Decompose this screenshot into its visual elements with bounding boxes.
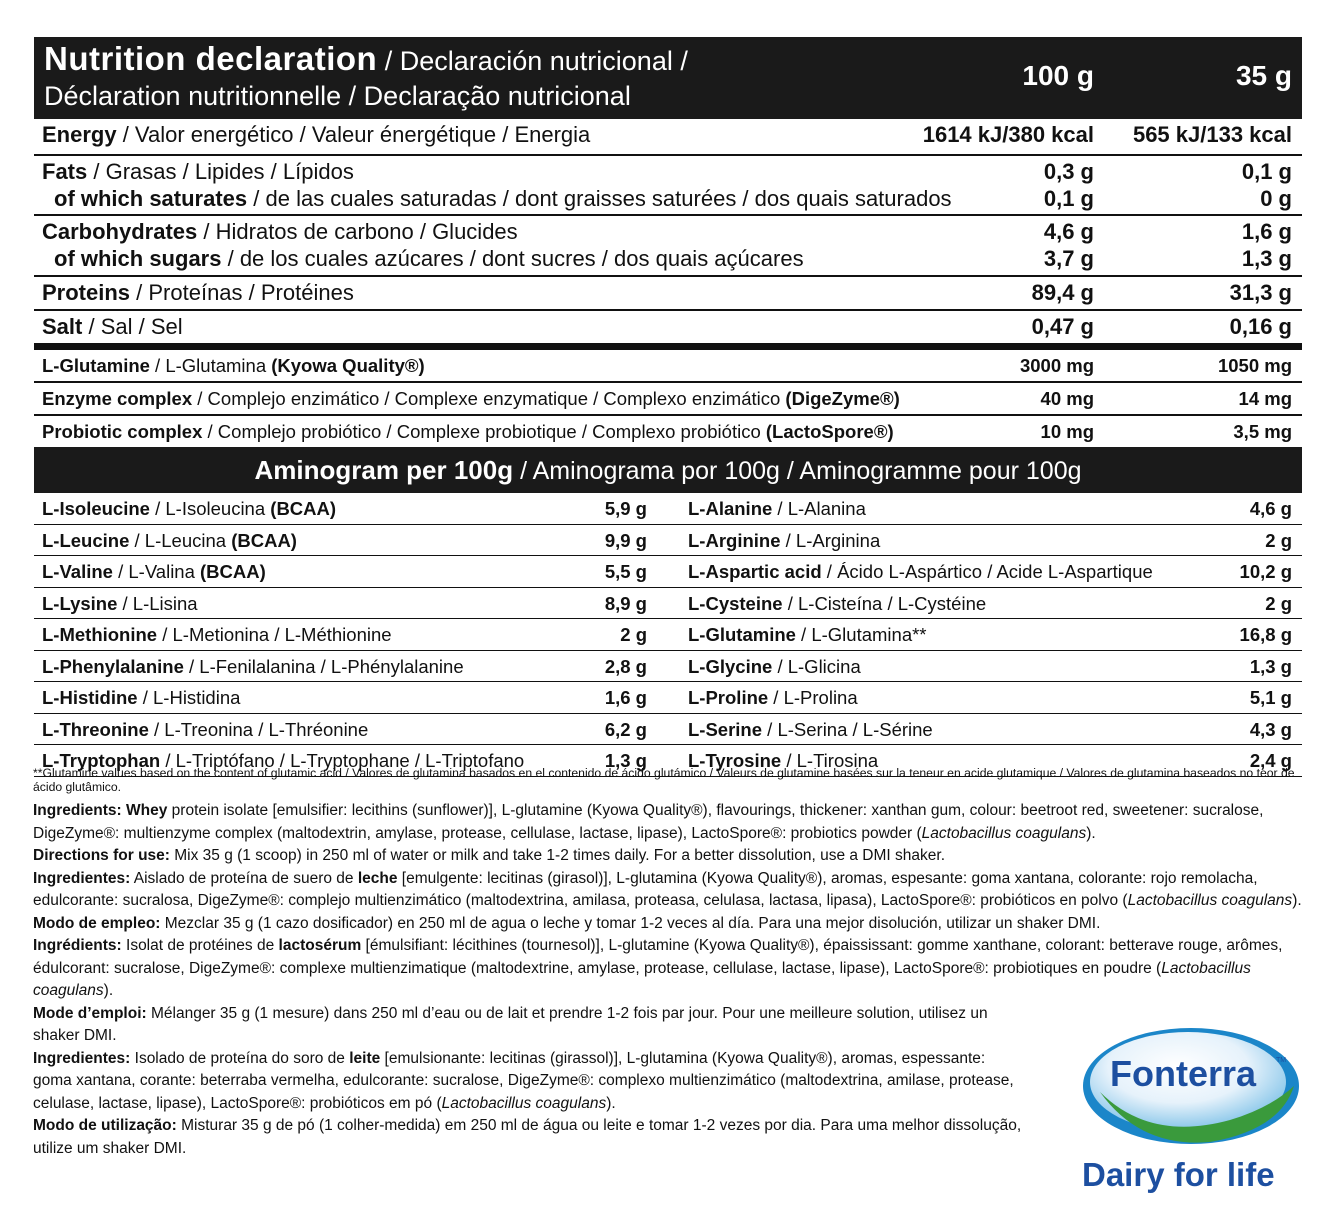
amino-value-left: 8,9 g (604, 592, 647, 614)
trademark-text: TM (1276, 1057, 1287, 1064)
aminogram-row (34, 714, 1302, 746)
amino-label-right: L-Glutamine / L-Glutamina** (688, 624, 927, 645)
aminogram-table (34, 493, 1302, 777)
fonterra-logo (1080, 1022, 1302, 1200)
aminogram-row (34, 651, 1302, 683)
amino-label-right: L-Tyrosine / L-Tirosina (688, 750, 879, 771)
glutamine-footnote: **Glutamine values based on the content of glutamic acid / Valores de glutamina basados en el contenido de ácido glutámico / Valeurs de glutamine basées sur la teneur en acide glutamique / Valores de glutamina baseados no teor de ácido glutâmico. (33, 766, 1295, 794)
amino-value-left: 2,8 g (604, 655, 647, 677)
amino-label-left: L-Tryptophan / L-Triptófano / L-Tryptophane / L-Triptofano (42, 750, 525, 771)
amino-label-left: L-Methionine / L-Metionina / L-Méthionine (42, 624, 392, 645)
amino-label-left: L-Lysine / L-Lisina (42, 592, 198, 614)
amino-label-left: L-Leucine / L-Leucina (BCAA) (42, 529, 297, 551)
amino-label-left: L-Isoleucine / L-Isoleucina (BCAA) (42, 498, 337, 519)
header-title-line1: Nutrition declaration / Declaración nutricional / (44, 40, 688, 77)
aminogram-row (34, 525, 1302, 557)
nutrient-row-saturates: of which saturates / de las cuales saturadas / dont graisses saturées / dos quais saturados (54, 186, 952, 211)
amino-label-left: L-Threonine / L-Treonina / L-Thréonine (42, 718, 369, 740)
directions-pt: Modo de utilização: Misturar 35 g de pó (1 colher-medida) em 250 ml de água ou leite e tomar 1-2 vezes por dia. Para uma melhor dissolução, utilize um shaker DMI. (33, 1117, 1022, 1157)
amino-label-left: L-Phenylalanine / L-Fenilalanina / L-Phénylalanine (42, 655, 464, 677)
amino-label-right: L-Cysteine / L-Cisteína / L-Cystéine (688, 592, 987, 614)
amino-label-right: L-Aspartic acid / Ácido L-Aspártico / Acide L-Aspartique (688, 561, 1153, 582)
amino-label-left: L-Histidine / L-Histidina (42, 687, 241, 708)
amino-value-left: 6,2 g (604, 718, 647, 740)
ingredients-en: Ingredients: Whey protein isolate [emulsifier: lecithins (sunflower)], L-glutamine (Kyowa Quality®), flavourings, thickener: xanthan gum, colour: beetroot red, sweetener: sucralose, DigeZyme®: multienzyme complex (maltodextrin, amylase, protease, cellulase, lactase, lipase), LactoSpore®: probiotics powder (Lactobacillus coagulans). (33, 802, 1264, 842)
amino-value-right: 5,1 g (1249, 687, 1292, 708)
nutrient-row-salt: Salt / Sal / Sel 0,47 g 0,16 g (42, 314, 1292, 339)
aminogram-row (34, 588, 1302, 620)
amino-value-right: 2,4 g (1249, 750, 1292, 771)
amino-label-right: L-Serine / L-Serina / L-Sérine (688, 718, 933, 740)
amino-label-right: L-Arginine / L-Arginina (688, 529, 881, 551)
amino-label-right: L-Alanine / L-Alanina (688, 498, 866, 519)
nutrient-row-energy: Energy / Valor energético / Valeur énergétique / Energia 1614 kJ/380 kcal 565 kJ/133 kcal (42, 122, 1292, 147)
amino-value-right: 1,3 g (1249, 655, 1292, 677)
amino-label-right: L-Proline / L-Prolina (688, 687, 858, 708)
nutrient-row-fats: Fats / Grasas / Lipides / Lípidos 0,3 g 0,1 g of which saturates / de las cuales saturadas / dont graisses saturées / dos quais saturados 0,1 g 0 g (42, 159, 1292, 211)
amino-value-right: 4,6 g (1249, 498, 1292, 519)
amino-value-right: 2 g (1265, 592, 1292, 614)
special-row-glutamine: L-Glutamine / L-Glutamina (Kyowa Quality®) 3000 mg 1050 mg (42, 355, 1292, 376)
nutrition-table (34, 37, 1302, 777)
amino-value-left: 1,6 g (604, 687, 647, 708)
header-title-line2: Déclaration nutritionnelle / Declaração nutricional (44, 81, 631, 111)
amino-label-left: L-Valine / L-Valina (BCAA) (42, 561, 266, 582)
amino-value-left: 5,5 g (604, 561, 647, 582)
amino-value-right: 10,2 g (1239, 561, 1292, 582)
amino-value-left: 9,9 g (604, 529, 647, 551)
directions-es: Modo de empleo: Mezclar 35 g (1 cazo dosificador) en 250 ml de agua o leche y tomar 1-2 veces al día. Para una mejor disolución, utilizar un shaker DMI. (33, 914, 1101, 932)
aminogram-header: Aminogram per 100g / Aminograma por 100g / Aminogramme pour 100g (34, 447, 1302, 493)
directions-en: Directions for use: Mix 35 g (1 scoop) in 250 ml of water or milk and take 1-2 times daily. For a better dissolution, use a DMI shaker. (33, 847, 945, 864)
column-header-35g: 35 g (1235, 60, 1292, 91)
special-row-probiotic: Probiotic complex / Complejo probiótico / Complexe probiotique / Complexo probiótico (LactoSpore®) 10 mg 3,5 mg (42, 421, 1292, 442)
aminogram-row (34, 556, 1302, 588)
amino-value-left: 5,9 g (604, 498, 647, 519)
ingredients-es: Ingredientes: Aislado de proteína de suero de leche [emulgente: lecitinas (girasol)], L-glutamina (Kyowa Quality®), aromas, espesante: goma xantana, colorante: rojo remolacha, edulcorante: sucralosa, DigeZyme®: complejo multienzimático (maltodextrina, amilasa, proteasa, celulasa, lactasa, lipasa), LactoSpore®: probióticos en polvo (Lactobacillus coagulans). (33, 869, 1302, 909)
amino-value-right: 2 g (1265, 529, 1292, 551)
nutrient-row-proteins: Proteins / Proteínas / Protéines 89,4 g 31,3 g (42, 280, 1292, 305)
fonterra-logo-graphic (1080, 1022, 1302, 1200)
aminogram-row (34, 619, 1302, 651)
amino-value-right: 4,3 g (1249, 718, 1292, 740)
nutrient-row-carbohydrates: Carbohydrates / Hidratos de carbono / Glucides 4,6 g 1,6 g of which sugars / de los cuales azúcares / dont sucres / dos quais açúcares 3,7 g 1,3 g (42, 219, 1292, 271)
aminogram-row (34, 493, 1302, 525)
ingredients-pt: Ingredientes: Isolado de proteína do soro de leite [emulsionante: lecitinas (girassol)], L-glutamina (Kyowa Quality®), aromas, espessante: goma xantana, corante: beterraba vermelha, edulcorante: sucralose, DigeZyme®: complexo multienzimático (maltodextrina, amilase, protease, celulase, lactase, lipase), LactoSpore®: probióticos em pó (Lactobacillus coagulans). (33, 1049, 1014, 1112)
nutrition-header (34, 37, 1302, 119)
amino-value-left: 1,3 g (604, 750, 647, 771)
amino-value-left: 2 g (620, 624, 647, 645)
ingredients-fr: Ingrédients: Isolat de protéines de lactosérum [émulsifiant: lécithines (tournesol)], L-glutamine (Kyowa Quality®), épaississant: gomme xanthane, colorant: betterave rouge, arômes, édulcorant: sucralose, DigeZyme®: complexe multienzimatique (maltodextrine, amylase, protease, cellulase, lactase, lipase), LactoSpore®: probiotiques en poudre (Lactobacillus coagulans). (33, 937, 1283, 999)
fonterra-brand-text: Fonterra (1110, 1053, 1257, 1094)
nutrient-row-sugars: of which sugars / de los cuales azúcares / dont sucres / dos quais açúcares (54, 246, 804, 271)
amino-value-right: 16,8 g (1239, 624, 1292, 645)
amino-label-right: L-Glycine / L-Glicina (688, 655, 861, 677)
column-header-100g: 100 g (1022, 60, 1094, 91)
special-row-enzyme: Enzyme complex / Complejo enzimático / Complexe enzymatique / Complexo enzimático (DigeZyme®) 40 mg 14 mg (42, 388, 1292, 409)
directions-fr: Mode d’emploi: Mélanger 35 g (1 mesure) dans 250 ml d’eau ou de lait et prendre 1-2 fois par jour. Pour une meilleure solution, utilisez un shaker DMI. (33, 1004, 988, 1044)
fonterra-tagline: Dairy for life (1082, 1156, 1275, 1193)
aminogram-row (34, 682, 1302, 714)
